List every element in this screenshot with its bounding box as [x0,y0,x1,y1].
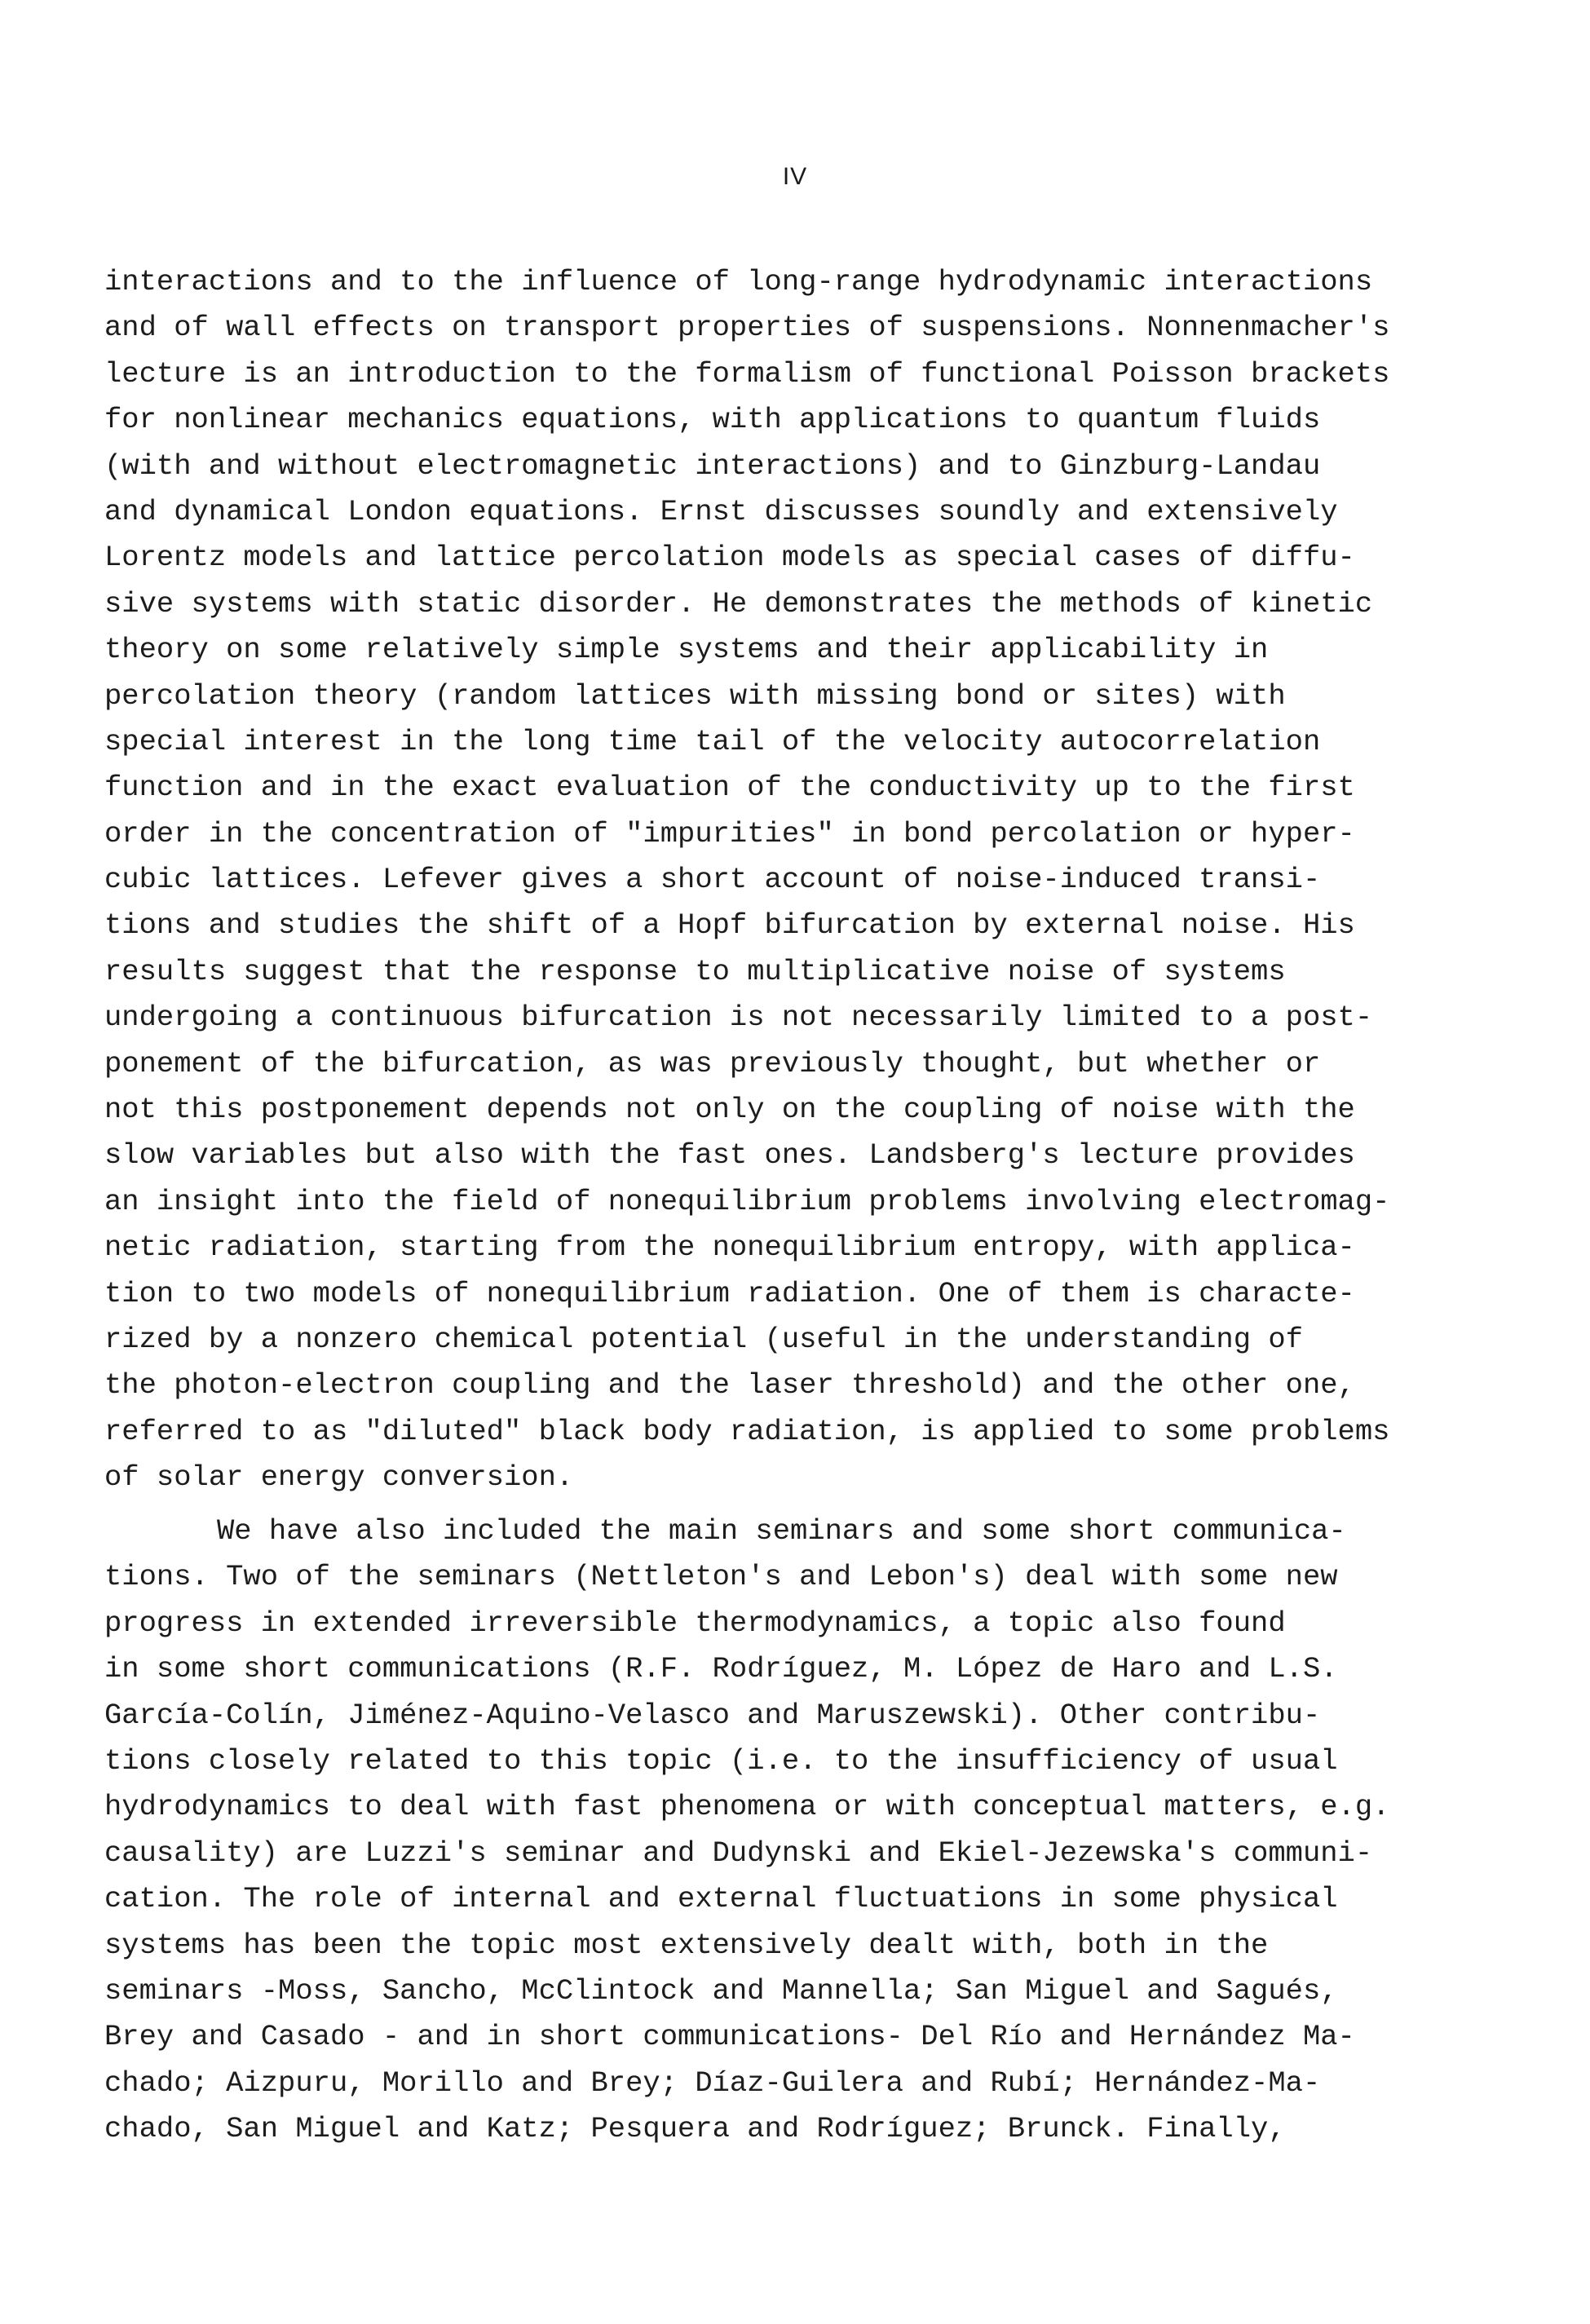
text-line: tions closely related to this topic (i.e. to the insufficiency of usual [104,1743,1338,1778]
text-line: ponement of the bifurcation, as was previously thought, but whether or [104,1046,1321,1080]
text-line: chado, San Miguel and Katz; Pesquera and Rodríguez; Brunck. Finally, [104,2112,1286,2146]
text-line: (with and without electromagnetic interactions) and to Ginzburg-Landau [104,448,1321,483]
text-line: order in the concentration of "impurities" in bond percolation or hyper- [104,816,1355,851]
text-line: results suggest that the response to multiplicative noise of systems [104,954,1286,988]
text-line: referred to as "diluted" black body radiation, is applied to some problems [104,1414,1390,1448]
text-line: of solar energy conversion. [104,1460,574,1495]
text-line: chado; Aizpuru, Morillo and Brey; Díaz-Guilera and Rubí; Hernández-Ma- [104,2066,1321,2100]
text-line: not this postponement depends not only on the coupling of noise with the [104,1093,1355,1127]
text-line: rized by a nonzero chemical potential (useful in the understanding of [104,1322,1303,1356]
text-line: sive systems with static disorder. He demonstrates the methods of kinetic [104,586,1373,621]
text-line: cation. The role of internal and external fluctuations in some physical [104,1882,1338,1916]
text-line: an insight into the field of nonequilibrium problems involving electromag- [104,1184,1390,1218]
text-line: special interest in the long time tail of the velocity autocorrelation [104,724,1321,758]
text-line: for nonlinear mechanics equations, with applications to quantum fluids [104,403,1321,437]
text-line: tions and studies the shift of a Hopf bifurcation by external noise. His [104,908,1355,943]
paragraph-2 [104,1509,1507,2152]
text-line: systems has been the topic most extensively dealt with, both in the [104,1928,1269,1962]
text-line: slow variables but also with the fast ones. Landsberg's lecture provides [104,1138,1355,1173]
text-line: and dynamical London equations. Ernst discusses soundly and extensively [104,494,1338,528]
text-line: causality) are Luzzi's seminar and Dudynski and Ekiel-Jezewska's communi- [104,1836,1373,1870]
text-line: We have also included the main seminars and some short communica- [217,1514,1346,1548]
text-line: Brey and Casado - and in short communications- Del Río and Hernández Ma- [104,2020,1355,2054]
text-line: interactions and to the influence of long-range hydrodynamic interactions [104,265,1373,298]
text-line: and of wall effects on transport properties of suspensions. Nonnenmacher's [104,311,1390,345]
text-line: undergoing a continuous bifurcation is not necessarily limited to a post- [104,1001,1373,1035]
text-line: lecture is an introduction to the formalism of functional Poisson brackets [104,356,1390,391]
text-line: Lorentz models and lattice percolation models as special cases of diffu- [104,541,1355,575]
text-line: seminars -Moss, Sancho, McClintock and Mannella; San Miguel and Sagués, [104,1973,1338,2008]
text-line: tions. Two of the seminars (Nettleton's and Lebon's) deal with some new [104,1560,1338,1594]
text-line: hydrodynamics to deal with fast phenomena or with conceptual matters, e.g. [104,1790,1390,1824]
text-line: progress in extended irreversible thermodynamics, a topic also found [104,1606,1286,1640]
page-number: IV [782,163,808,190]
text-line: theory on some relatively simple systems and their applicability in [104,633,1269,667]
text-line: cubic lattices. Lefever gives a short account of noise-induced transi- [104,863,1321,897]
paragraph-1 [104,259,1507,1501]
text-line: netic radiation, starting from the nonequilibrium entropy, with applica- [104,1230,1355,1265]
text-line: in some short communications (R.F. Rodríguez, M. López de Haro and L.S. [104,1652,1338,1686]
text-line: percolation theory (random lattices with missing bond or sites) with [104,678,1286,713]
text-line: function and in the exact evaluation of the conductivity up to the first [104,771,1355,805]
text-line: the photon-electron coupling and the laser threshold) and the other one, [104,1368,1355,1403]
text-line: García-Colín, Jiménez-Aquino-Velasco and Maruszewski). Other contribu- [104,1698,1321,1732]
text-line: tion to two models of nonequilibrium radiation. One of them is characte- [104,1276,1355,1310]
